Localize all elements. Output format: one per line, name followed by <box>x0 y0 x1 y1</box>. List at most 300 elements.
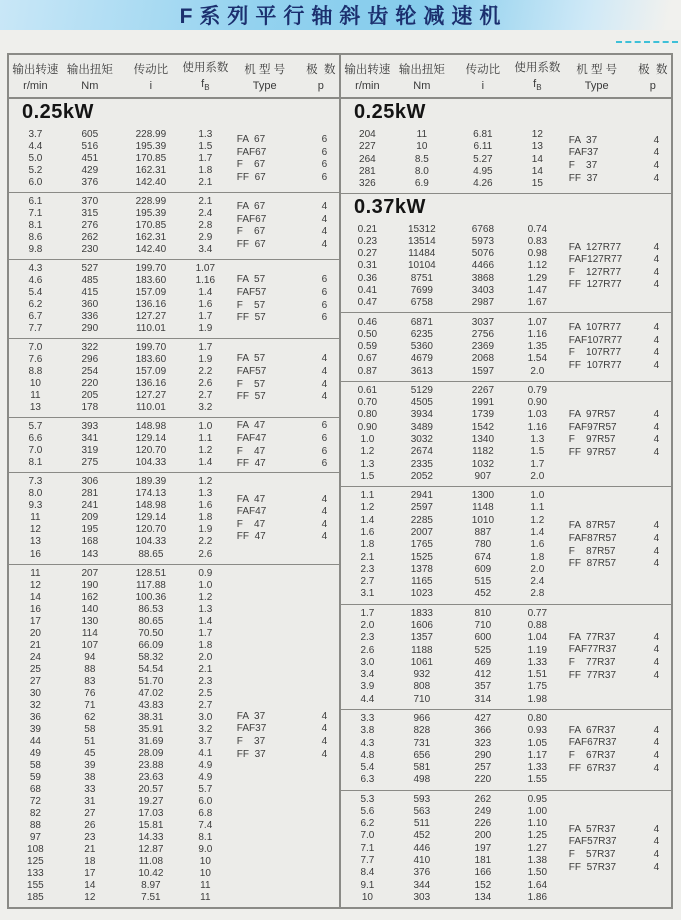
cell-output-speed: 1.2 <box>360 502 375 514</box>
cell-output-torque: 336 <box>81 311 99 323</box>
cell-service-factor: 0.77 <box>527 607 548 619</box>
cell-ratio: 228.99 <box>135 129 167 140</box>
column-header <box>516 55 559 97</box>
row-group <box>341 220 671 312</box>
row-group <box>9 126 339 192</box>
cell-ratio: 4.26 <box>473 178 493 190</box>
cell-output-speed: 6.2 <box>360 818 375 830</box>
cell-ratio: 469 <box>474 656 492 668</box>
cell-ratio: 128.51 <box>135 567 167 579</box>
model-type-line <box>559 434 671 447</box>
cell-output-speed: 326 <box>359 178 376 190</box>
model-type-line <box>227 299 339 312</box>
model-type-line <box>559 279 671 292</box>
cell-output-speed: 7.3 <box>28 476 43 488</box>
cell-service-factor: 1.3 <box>198 129 213 140</box>
cell-ratio: 710 <box>474 619 492 631</box>
column-unit: r/min <box>355 79 380 92</box>
cell-output-torque: 516 <box>81 141 99 153</box>
cell-ratio: 110.01 <box>135 323 166 335</box>
pole-count: 4 <box>321 531 328 543</box>
cell-output-torque: 241 <box>81 500 99 512</box>
cell-service-factor: 1.33 <box>527 762 548 774</box>
cell-service-factor: 2.0 <box>530 470 545 482</box>
pole-count: 6 <box>321 420 328 432</box>
cell-output-speed: 39 <box>29 723 41 735</box>
cell-service-factor: 4.9 <box>198 759 213 771</box>
cell-output-speed: 0.50 <box>357 328 378 340</box>
cell-ratio: 189.39 <box>135 476 167 488</box>
pole-count: 4 <box>321 710 328 722</box>
model-type-label: F 47 <box>236 445 266 457</box>
cell-output-torque: 38 <box>84 771 96 783</box>
cell-service-factor: 1.1 <box>530 502 545 514</box>
cell-ratio: 38.31 <box>138 711 164 723</box>
pole-count: 4 <box>653 409 660 421</box>
cell-output-torque: 1357 <box>410 632 433 644</box>
cell-ratio: 51.70 <box>138 675 164 687</box>
model-type-line <box>559 558 671 571</box>
model-type-line <box>227 748 339 761</box>
model-type-line <box>559 254 671 267</box>
model-type-line <box>559 861 671 874</box>
cell-service-factor: 8.1 <box>198 831 213 843</box>
model-type-label: FA 57 <box>236 274 266 286</box>
cell-output-torque: 8751 <box>410 272 433 284</box>
model-type-line <box>227 506 339 519</box>
column-header <box>9 55 62 97</box>
cell-output-torque: 452 <box>413 830 431 842</box>
cell-service-factor: 1.55 <box>527 774 548 786</box>
model-type-label: FAF67 <box>236 146 267 158</box>
cell-ratio: 609 <box>474 563 492 575</box>
cell-output-torque: 393 <box>81 421 99 433</box>
model-type-line <box>559 533 671 546</box>
cell-service-factor: 11 <box>200 891 211 903</box>
cell-output-torque: 71 <box>84 699 96 711</box>
cell-service-factor: 1.10 <box>527 818 548 830</box>
cell-output-torque: 527 <box>81 263 99 275</box>
pole-count: 4 <box>653 241 660 253</box>
model-type-label: F 37 <box>236 736 266 748</box>
cell-ratio: 674 <box>474 551 492 563</box>
model-type-list <box>227 565 339 907</box>
cell-service-factor: 1.4 <box>530 527 545 539</box>
row-group <box>9 417 339 472</box>
cell-output-torque: 3934 <box>410 409 433 421</box>
cell-output-torque: 58 <box>84 723 96 735</box>
cell-output-speed: 0.46 <box>357 316 378 328</box>
power-section-heading: 0.25kW <box>354 101 426 123</box>
cell-ratio: 134 <box>474 891 492 903</box>
model-type-line <box>559 669 671 682</box>
cell-ratio: 1300 <box>471 490 495 502</box>
cell-output-speed: 7.0 <box>360 830 375 842</box>
cell-output-torque: 83 <box>84 675 96 687</box>
cell-output-torque: 2597 <box>410 502 433 514</box>
model-type-label: F 47 <box>236 518 266 530</box>
model-type-label: FA 127R77 <box>568 241 622 253</box>
model-type-label: FA 67 <box>236 134 266 146</box>
model-type-line <box>559 241 671 254</box>
cell-ratio: 228.99 <box>135 196 167 208</box>
cell-output-speed: 8.6 <box>28 232 43 244</box>
cell-output-torque: 341 <box>81 433 99 445</box>
cell-ratio: 35.91 <box>138 723 164 735</box>
cell-ratio: 181 <box>474 855 492 867</box>
column-label: 机 型 号 <box>244 63 286 76</box>
cell-output-speed: 0.41 <box>357 284 378 296</box>
cell-ratio: 600 <box>474 632 492 644</box>
cell-service-factor: 0.90 <box>527 397 548 409</box>
cell-ratio: 452 <box>474 588 492 600</box>
cell-output-torque: 190 <box>81 579 99 591</box>
cell-service-factor: 9.0 <box>198 843 213 855</box>
cell-output-torque: 808 <box>413 681 431 693</box>
cell-output-torque: 1606 <box>410 619 433 631</box>
cell-ratio: 88.65 <box>138 548 164 560</box>
cell-output-speed: 1.5 <box>360 470 375 482</box>
cell-service-factor: 1.33 <box>527 656 548 668</box>
cell-ratio: 5.27 <box>473 153 493 165</box>
cell-output-torque: 451 <box>81 153 99 165</box>
cell-output-speed: 11 <box>30 390 41 402</box>
cell-service-factor: 4.1 <box>198 747 213 759</box>
cell-output-speed: 12 <box>29 524 41 536</box>
cell-ratio: 1739 <box>471 409 495 421</box>
cell-output-torque: 11484 <box>408 248 436 260</box>
model-type-line <box>559 644 671 657</box>
cell-output-speed: 0.80 <box>357 409 378 421</box>
model-type-label: F 67 <box>236 159 266 171</box>
model-type-line <box>227 420 339 433</box>
model-type-label: FF 67 <box>236 239 266 250</box>
cell-output-torque: 1188 <box>411 644 433 656</box>
cell-output-torque: 315 <box>81 208 99 220</box>
table-body <box>9 99 339 907</box>
cell-output-speed: 8.1 <box>28 457 43 469</box>
model-type-line <box>227 391 339 404</box>
cell-output-speed: 13 <box>29 402 41 414</box>
cell-output-torque: 5129 <box>410 384 433 396</box>
cell-ratio: 2756 <box>471 328 495 340</box>
model-type-line <box>559 545 671 558</box>
cell-service-factor: 1.04 <box>527 632 548 644</box>
column-unit: p <box>317 79 324 92</box>
column-unit: i <box>149 79 153 92</box>
cell-ratio: 174.13 <box>135 488 167 500</box>
cell-output-torque: 731 <box>413 737 431 749</box>
model-type-list <box>227 193 339 259</box>
cell-output-speed: 58 <box>29 759 41 771</box>
cell-output-torque: 3489 <box>410 421 433 433</box>
cell-ratio: 1010 <box>471 514 495 526</box>
cell-ratio: 136.16 <box>135 378 167 390</box>
pole-count: 4 <box>321 353 328 365</box>
cell-output-torque: 209 <box>81 512 99 524</box>
cell-service-factor: 1.38 <box>527 855 548 867</box>
cell-output-speed: 4.3 <box>360 737 375 749</box>
model-type-line <box>559 322 671 335</box>
cell-output-speed: 3.1 <box>360 588 375 600</box>
cell-service-factor: 1.7 <box>530 458 545 470</box>
column-header <box>303 55 339 97</box>
cell-ratio: 152 <box>474 879 492 891</box>
cell-output-torque: 344 <box>413 879 431 891</box>
cell-output-torque: 17 <box>84 867 96 879</box>
title-banner <box>0 0 681 30</box>
cell-service-factor: 2.0 <box>530 365 545 377</box>
cell-output-torque: 581 <box>413 762 431 774</box>
cell-ratio: 166 <box>474 867 492 879</box>
cell-output-speed: 24 <box>29 651 41 663</box>
cell-output-torque: 6871 <box>410 316 433 328</box>
cell-output-speed: 185 <box>27 891 44 903</box>
cell-output-torque: 262 <box>81 232 99 244</box>
cell-output-torque: 88 <box>84 663 96 675</box>
cell-output-speed: 2.3 <box>360 632 375 644</box>
cell-ratio: 6.11 <box>473 141 493 153</box>
row-group <box>341 126 671 193</box>
cell-ratio: 157.09 <box>135 366 167 378</box>
pole-count: 4 <box>321 378 328 390</box>
cell-output-torque: 376 <box>81 177 99 189</box>
cell-ratio: 515 <box>474 576 492 588</box>
cell-service-factor: 2.6 <box>198 378 213 390</box>
cell-output-torque: 51 <box>84 735 96 747</box>
cell-ratio: 4.95 <box>473 165 493 177</box>
column-label: 输出转速 <box>12 63 59 76</box>
cell-service-factor: 1.50 <box>527 867 548 879</box>
cell-service-factor: 1.0 <box>198 421 213 433</box>
model-type-label: FA 57 <box>236 353 266 365</box>
cell-ratio: 199.70 <box>135 263 167 275</box>
cell-service-factor: 0.79 <box>527 384 548 396</box>
pole-count: 4 <box>653 669 660 681</box>
model-type-label: FF 57R37 <box>568 861 617 873</box>
cell-output-torque: 415 <box>81 287 99 299</box>
cell-ratio: 162.31 <box>135 232 167 244</box>
cell-service-factor: 1.7 <box>198 342 213 354</box>
cell-ratio: 70.50 <box>138 627 164 639</box>
pole-count: 4 <box>321 748 328 760</box>
cell-ratio: 17.03 <box>138 807 164 819</box>
cell-output-speed: 0.59 <box>357 341 378 353</box>
cell-output-torque: 1525 <box>410 551 433 563</box>
cell-service-factor: 10 <box>199 867 211 879</box>
pole-count: 4 <box>653 446 660 458</box>
column-unit: Nm <box>413 79 431 92</box>
cell-output-speed: 49 <box>29 747 41 759</box>
row-group <box>341 709 671 790</box>
table-left-half <box>9 55 339 907</box>
model-type-label: F 57R37 <box>568 849 616 861</box>
cell-output-torque: 511 <box>413 818 430 830</box>
cell-output-speed: 82 <box>29 807 41 819</box>
model-type-line <box>227 493 339 506</box>
model-type-line <box>227 458 339 471</box>
cell-output-torque: 6235 <box>410 328 433 340</box>
cell-service-factor: 6.8 <box>198 807 213 819</box>
model-type-label: FA 37 <box>568 134 598 146</box>
model-type-line <box>559 762 671 775</box>
cell-output-speed: 0.61 <box>357 384 378 396</box>
cell-output-speed: 2.1 <box>360 551 375 563</box>
model-type-label: FF 87R57 <box>568 558 617 570</box>
cell-ratio: 104.33 <box>135 536 167 548</box>
cell-service-factor: 1.2 <box>198 476 213 488</box>
cell-ratio: 262 <box>474 793 492 805</box>
pole-count: 4 <box>653 533 660 544</box>
cell-ratio: 10.42 <box>138 867 164 879</box>
column-unit: i <box>481 79 485 92</box>
cell-service-factor: 1.4 <box>198 457 213 469</box>
pole-count: 4 <box>653 421 660 433</box>
cell-service-factor: 1.29 <box>527 272 548 284</box>
cell-output-speed: 0.70 <box>357 397 378 409</box>
cell-output-torque: 230 <box>81 244 99 256</box>
model-type-label: FA 97R57 <box>568 409 616 421</box>
cell-output-torque: 3613 <box>410 365 433 377</box>
cell-output-speed: 0.67 <box>357 353 378 365</box>
column-header <box>184 55 227 97</box>
cell-output-speed: 16 <box>29 548 41 560</box>
cell-output-speed: 6.6 <box>28 433 43 445</box>
cell-service-factor: 1.07 <box>195 263 216 275</box>
gear-spec-table <box>7 53 673 909</box>
cell-output-torque: 319 <box>81 445 99 457</box>
column-header <box>635 55 671 97</box>
model-type-label: FF 67R37 <box>568 762 617 774</box>
cell-output-torque: 205 <box>81 390 99 402</box>
pole-count: 4 <box>321 213 328 225</box>
pole-count: 4 <box>653 134 660 146</box>
cell-output-speed: 8.4 <box>360 867 375 879</box>
cell-service-factor: 1.16 <box>527 421 548 433</box>
cell-ratio: 148.98 <box>135 500 167 512</box>
pole-count: 4 <box>321 493 328 505</box>
cell-service-factor: 1.16 <box>195 275 216 287</box>
cell-output-torque: 296 <box>81 354 99 366</box>
cell-service-factor: 1.64 <box>527 879 548 891</box>
cell-service-factor: 3.4 <box>198 244 213 256</box>
pole-count: 6 <box>321 134 328 146</box>
model-type-label: FAF97R57 <box>568 421 617 433</box>
pole-count: 6 <box>321 458 328 470</box>
model-type-label: FF 127R77 <box>568 279 622 291</box>
cell-output-speed: 4.4 <box>360 693 375 705</box>
cell-output-torque: 303 <box>413 891 431 903</box>
cell-output-torque: 220 <box>81 378 99 390</box>
row-group <box>341 604 671 709</box>
cell-output-torque: 2285 <box>410 514 433 526</box>
model-type-line <box>227 378 339 391</box>
cell-service-factor: 2.8 <box>530 588 545 600</box>
cell-service-factor: 4.9 <box>198 771 213 783</box>
model-type-line <box>559 409 671 422</box>
model-type-label: F 127R77 <box>568 266 622 278</box>
column-header <box>394 55 450 97</box>
cell-output-speed: 4.8 <box>360 749 375 761</box>
cell-service-factor: 2.7 <box>198 390 213 402</box>
cell-service-factor: 3.2 <box>198 723 213 735</box>
model-type-line <box>559 160 671 173</box>
cell-output-speed: 0.87 <box>357 365 378 377</box>
model-type-line <box>559 750 671 763</box>
cell-ratio: 104.33 <box>135 457 167 469</box>
cell-ratio: 20.57 <box>138 783 164 795</box>
pole-count: 6 <box>321 146 328 158</box>
model-type-line <box>559 824 671 837</box>
cell-service-factor: 1.25 <box>527 830 548 842</box>
cell-output-speed: 30 <box>29 687 41 699</box>
model-type-label: FA 107R77 <box>568 322 622 334</box>
model-type-line <box>559 849 671 862</box>
cell-service-factor: 12 <box>531 129 543 141</box>
cell-output-torque: 10 <box>416 141 428 153</box>
model-type-label: FAF87R57 <box>568 533 617 544</box>
cell-output-torque: 21 <box>84 843 96 855</box>
row-group <box>341 312 671 380</box>
pole-count: 4 <box>653 631 660 643</box>
cell-ratio: 780 <box>474 539 492 551</box>
model-type-label: FAF67 <box>236 213 267 225</box>
cell-service-factor: 2.1 <box>198 177 213 189</box>
cell-service-factor: 14 <box>531 165 543 177</box>
pole-count: 4 <box>321 391 328 403</box>
cell-output-torque: 27 <box>84 807 96 819</box>
cell-output-speed: 27 <box>29 675 41 687</box>
cell-ratio: 3403 <box>471 284 495 296</box>
cell-ratio: 2267 <box>471 384 495 396</box>
cell-output-speed: 9.8 <box>28 244 43 256</box>
cell-service-factor: 2.0 <box>198 651 213 663</box>
cell-output-speed: 0.21 <box>357 223 378 235</box>
model-type-list <box>559 382 671 486</box>
cell-service-factor: 0.95 <box>527 793 548 805</box>
model-type-label: FF 107R77 <box>568 359 622 371</box>
cell-ratio: 117.88 <box>135 579 166 591</box>
cell-output-speed: 155 <box>27 879 44 891</box>
model-type-line <box>559 172 671 185</box>
page-title: F系列平行轴斜齿轮减速机 <box>179 5 508 28</box>
cell-service-factor: 0.83 <box>527 235 548 247</box>
model-type-label: FF 57 <box>236 312 266 324</box>
cell-ratio: 170.85 <box>135 153 167 165</box>
cell-output-torque: 2674 <box>410 446 433 458</box>
cell-service-factor: 1.6 <box>530 539 545 551</box>
cell-output-torque: 1765 <box>410 539 433 551</box>
cell-service-factor: 2.6 <box>198 548 213 560</box>
pole-count: 4 <box>653 322 660 334</box>
cell-ratio: 129.14 <box>135 433 167 445</box>
column-label: 输出转速 <box>344 63 391 76</box>
cell-output-speed: 5.6 <box>360 805 375 817</box>
cell-ratio: 8.97 <box>141 879 161 891</box>
cell-service-factor: 1.9 <box>198 354 213 366</box>
cell-ratio: 170.85 <box>135 220 167 232</box>
column-label: 使用系数 <box>514 62 561 75</box>
model-type-line <box>559 360 671 373</box>
cell-service-factor: 1.4 <box>198 615 213 627</box>
cell-service-factor: 0.88 <box>527 619 548 631</box>
cell-output-torque: 7699 <box>410 284 433 296</box>
cell-service-factor: 2.4 <box>198 208 213 220</box>
cell-service-factor: 1.8 <box>198 512 213 524</box>
cell-service-factor: 1.3 <box>198 603 213 615</box>
cell-ratio: 54.54 <box>138 663 164 675</box>
cell-service-factor: 2.2 <box>198 536 213 548</box>
